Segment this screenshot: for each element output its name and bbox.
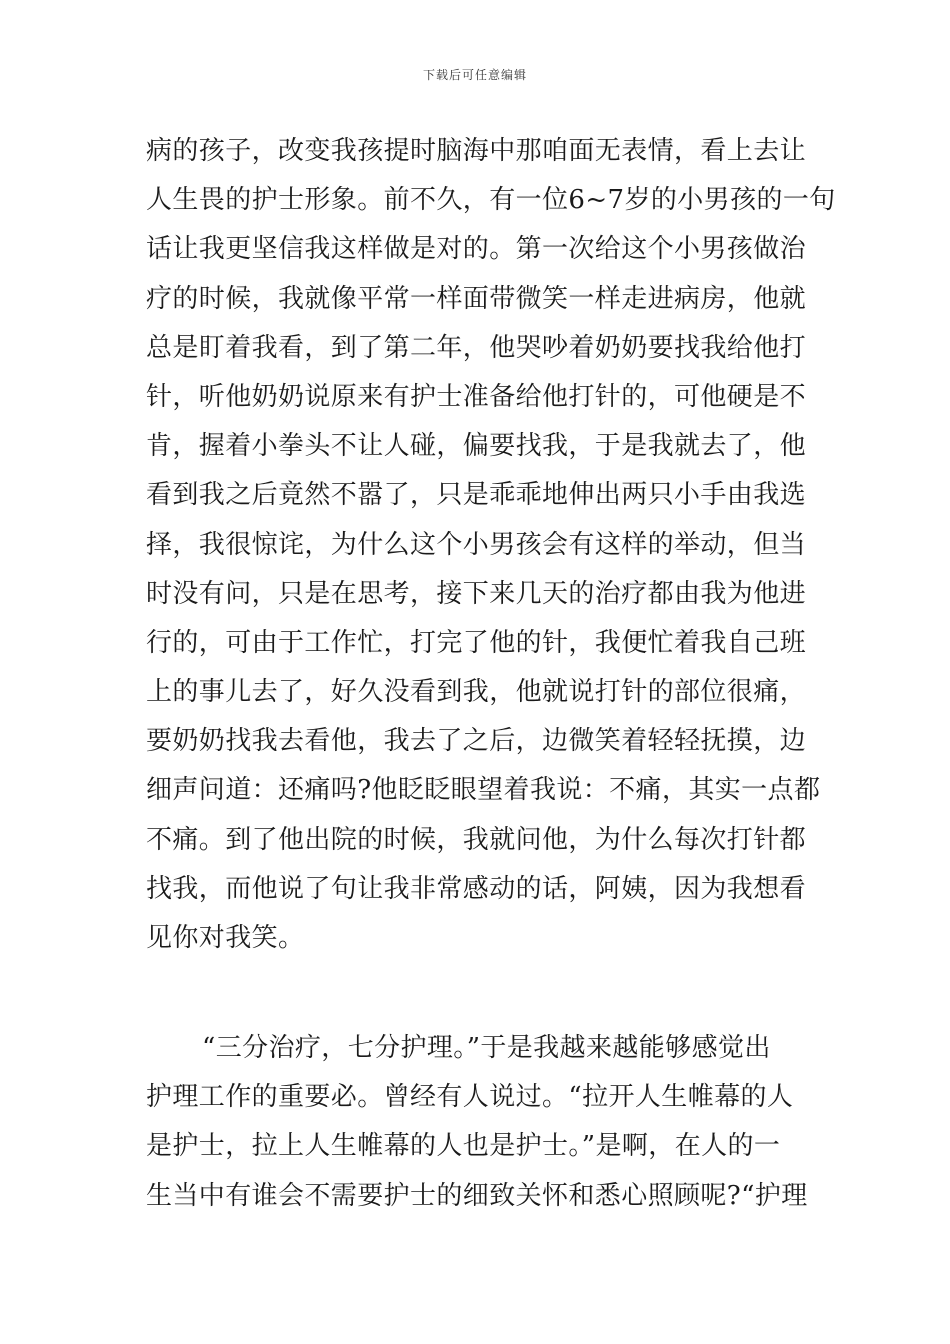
text-line: 生当中有谁会不需要护士的细致关怀和悉心照顾呢?“护理 (146, 1180, 808, 1211)
text-line: 总是盯着我看，到了第二年，他哭吵着奶奶要找我给他打 (146, 332, 807, 363)
text-line: 病的孩子，改变我孩提时脑海中那咱面无表情，看上去让 (146, 136, 807, 166)
text-line: 不痛。到了他出院的时候，我就问他，为什么每次打针都 (146, 824, 807, 855)
paragraph-2 (146, 1024, 816, 1221)
text-line: 要奶奶找我去看他，我去了之后，边微笑着轻轻抚摸，边 (146, 726, 807, 757)
paragraph-1 (146, 127, 836, 963)
page-header-note: 下载后可任意编辑 (422, 68, 527, 82)
text-line: 找我，而他说了句让我非常感动的话，阿姨，因为我想看 (146, 873, 807, 904)
text-line: 时没有问，只是在思考，接下来几天的治疗都由我为他进 (146, 578, 807, 609)
text-line: 护理工作的重要必。曾经有人说过。“拉开人生帷幕的人 (146, 1082, 794, 1113)
text-line: 看到我之后竟然不嚣了，只是乖乖地伸出两只小手由我选 (146, 480, 807, 511)
text-line: 是护士，拉上人生帷幕的人也是护士。”是啊，在人的一 (146, 1131, 781, 1162)
text-line: 上的事儿去了，好久没看到我，他就说打针的部位很痛， (146, 677, 807, 708)
text-line: “三分治疗，七分护理。”于是我越来越能够感觉出 (202, 1033, 771, 1063)
text-line: 见你对我笑。 (146, 923, 305, 953)
text-line: 话让我更坚信我这样做是对的。第一次给这个小男孩做治 (146, 234, 807, 265)
text-line: 针，听他奶奶说原来有护士准备给他打针的，可他硬是不 (146, 381, 807, 412)
text-line: 疗的时候，我就像平常一样面带微笑一样走进病房，他就 (146, 283, 807, 314)
text-line: 择，我很惊诧，为什么这个小男孩会有这样的举动，但当 (146, 529, 807, 560)
text-line: 细声问道：还痛吗?他眨眨眼望着我说：不痛，其实一点都 (146, 775, 821, 806)
text-line: 人生畏的护士形象。前不久，有一位6~7岁的小男孩的一句 (146, 185, 836, 216)
text-line: 行的，可由于工作忙，打完了他的针，我便忙着我自己班 (146, 627, 807, 658)
text-line: 肯，握着小拳头不让人碰，偏要找我，于是我就去了，他 (146, 431, 807, 462)
